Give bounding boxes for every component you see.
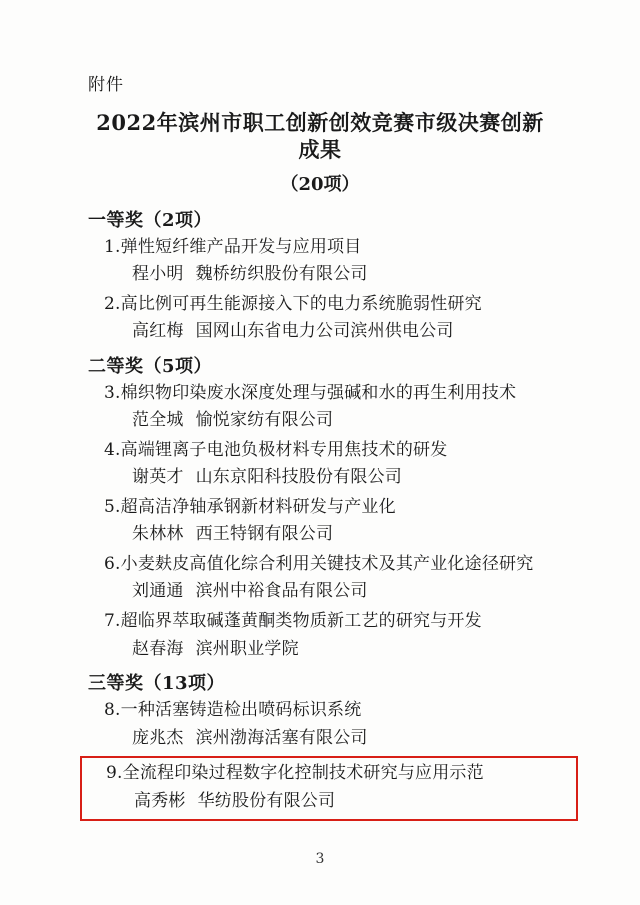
entry-title bbox=[88, 380, 570, 408]
entry-title bbox=[88, 494, 570, 522]
entry-title-text: 高端锂离子电池负极材料专用焦技术的研发 bbox=[120, 439, 448, 460]
list-item bbox=[88, 551, 570, 606]
entry-organization: 滨州渤海活塞有限公司 bbox=[195, 727, 368, 748]
entry-number: 9. bbox=[106, 763, 123, 784]
entry-title-text: 超高洁净轴承钢新材料研发与产业化 bbox=[120, 496, 396, 517]
entry-title-text: 一种活塞铸造检出喷码标识系统 bbox=[120, 700, 362, 721]
entry-number: 8. bbox=[104, 700, 121, 721]
entry-title bbox=[88, 608, 570, 636]
list-item bbox=[88, 494, 570, 549]
section-heading: 三等奖（13项） bbox=[88, 673, 226, 695]
entry-number: 7. bbox=[104, 610, 121, 631]
entry-person: 赵春海 bbox=[132, 638, 184, 659]
entry-number: 6. bbox=[104, 553, 121, 574]
entry-people bbox=[88, 636, 570, 664]
entry-title-text: 弹性短纤维产品开发与应用项目 bbox=[120, 236, 362, 257]
list-item bbox=[88, 291, 570, 346]
award-section-second-prize bbox=[88, 352, 570, 663]
entry-person: 高红梅 bbox=[132, 321, 184, 342]
entry-organization: 魏桥纺织股份有限公司 bbox=[195, 264, 368, 285]
section-heading: 一等奖（2项） bbox=[88, 209, 213, 231]
entry-organization: 国网山东省电力公司滨州供电公司 bbox=[195, 321, 454, 342]
entry-people bbox=[88, 464, 570, 492]
list-item bbox=[88, 697, 570, 752]
entry-organization: 西王特钢有限公司 bbox=[195, 524, 334, 545]
entry-title-text: 小麦麸皮高值化综合利用关键技术及其产业化途径研究 bbox=[120, 553, 534, 574]
entry-people bbox=[82, 788, 576, 816]
entry-title bbox=[88, 437, 570, 465]
award-section-third-prize bbox=[88, 669, 570, 821]
entry-organization: 愉悦家纺有限公司 bbox=[195, 410, 334, 431]
entry-number: 3. bbox=[104, 382, 121, 403]
entry-number: 4. bbox=[104, 439, 121, 460]
page-title: 2022年滨州市职工创新创效竞赛市级决赛创新成果 bbox=[96, 110, 544, 163]
entry-title bbox=[88, 551, 570, 579]
entry-organization: 滨州中裕食品有限公司 bbox=[195, 581, 368, 602]
entry-people bbox=[88, 318, 570, 346]
entry-people bbox=[88, 578, 570, 606]
section-heading: 二等奖（5项） bbox=[88, 355, 213, 377]
entry-title-text: 棉织物印染废水深度处理与强碱和水的再生利用技术 bbox=[120, 382, 517, 403]
entry-person: 刘通通 bbox=[132, 581, 184, 602]
entry-title-text: 高比例可再生能源接入下的电力系统脆弱性研究 bbox=[120, 293, 482, 314]
entry-person: 朱林林 bbox=[132, 524, 184, 545]
list-item bbox=[88, 437, 570, 492]
entry-person: 谢英才 bbox=[132, 467, 184, 488]
highlighted-list-item bbox=[80, 756, 578, 821]
entry-people bbox=[88, 407, 570, 435]
entry-title-text: 全流程印染过程数字化控制技术研究与应用示范 bbox=[122, 763, 484, 784]
entry-title bbox=[88, 697, 570, 725]
page-number: 3 bbox=[315, 851, 325, 867]
list-item bbox=[88, 234, 570, 289]
attachment-label: 附件 bbox=[88, 75, 124, 95]
entry-organization: 滨州职业学院 bbox=[195, 638, 299, 659]
entry-title bbox=[82, 760, 576, 788]
entry-organization: 华纺股份有限公司 bbox=[197, 790, 336, 811]
list-item bbox=[88, 380, 570, 435]
list-item bbox=[88, 608, 570, 663]
entry-number: 5. bbox=[104, 496, 121, 517]
entry-organization: 山东京阳科技股份有限公司 bbox=[195, 467, 403, 488]
entry-title bbox=[88, 234, 570, 262]
page-subtitle: （20项） bbox=[280, 173, 360, 195]
entry-person: 范全城 bbox=[132, 410, 184, 431]
entry-title bbox=[88, 291, 570, 319]
entry-person: 高秀彬 bbox=[134, 790, 186, 811]
entry-number: 2. bbox=[104, 293, 121, 314]
entry-number: 1. bbox=[104, 236, 121, 257]
entry-people bbox=[88, 725, 570, 753]
entry-people bbox=[88, 521, 570, 549]
entry-people bbox=[88, 261, 570, 289]
award-section-first-prize bbox=[88, 206, 570, 346]
entry-person: 程小明 bbox=[132, 264, 184, 285]
entry-person: 庞兆杰 bbox=[132, 727, 184, 748]
entry-title-text: 超临界萃取碱蓬黄酮类物质新工艺的研究与开发 bbox=[120, 610, 482, 631]
